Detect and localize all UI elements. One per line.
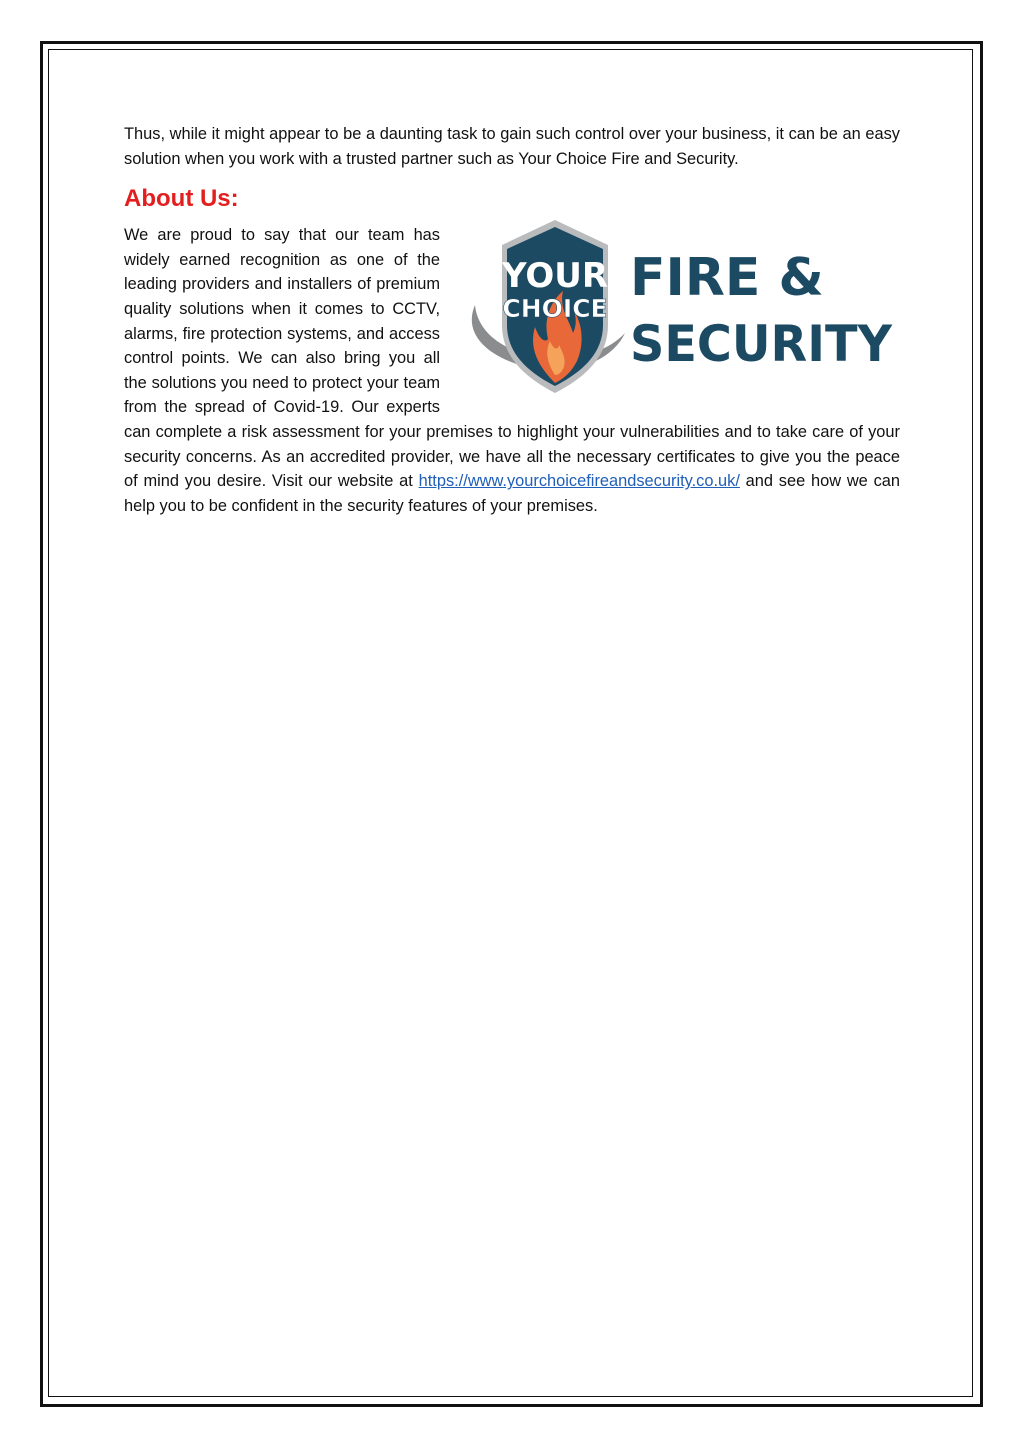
about-text-after-link: and see how we can help you to be confident in the security features of your premises. [124, 472, 900, 515]
document-body [124, 122, 900, 518]
logo-wordmark-line2: SECURITY [630, 315, 893, 374]
website-link[interactable]: https://www.yourchoicefireandsecurity.co.uk/ [418, 472, 740, 491]
about-paragraph [124, 223, 900, 518]
company-logo [460, 223, 900, 403]
logo-graphic [455, 215, 905, 400]
logo-shield-line1: YOUR [501, 256, 609, 297]
logo-shield-line2: CHOICE [502, 294, 608, 324]
intro-paragraph: Thus, while it might appear to be a daunting task to gain such control over your business, it can be an easy solution when you work with a trusted partner such as Your Choice Fire and Security. [124, 125, 900, 168]
about-us-heading: About Us: [124, 185, 239, 213]
logo-wordmark-line1: FIRE & [630, 248, 824, 309]
about-text-before-link: We are proud to say that our team has widely earned recognition as one of the leading providers and installers of premium quality solutions when it comes to CCTV, alarms, fire protection systems, and access control points. We can also bring you all the solutions you need to protect your team from the spread of Covid-19. Our experts can complete a risk assessment for your premises to highlight your vulnerabilities and to take care of your security concerns. As an accredited provider, we have all the necessary certificates to give you the peace of mind you desire. Visit our website at [124, 226, 900, 491]
